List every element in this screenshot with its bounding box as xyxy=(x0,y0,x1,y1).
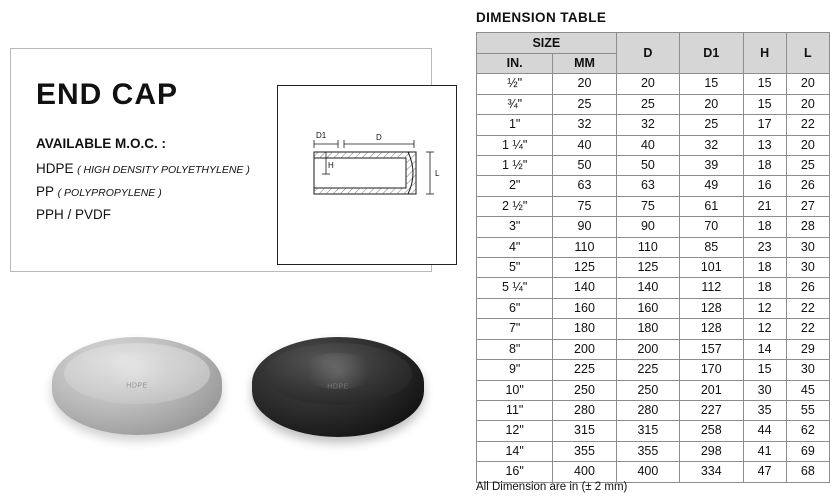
table-cell-d: 200 xyxy=(616,339,679,359)
table-row xyxy=(477,421,830,441)
table-cell-d1: 15 xyxy=(680,74,743,94)
table-cell-h: 47 xyxy=(743,462,786,482)
table-row xyxy=(477,156,830,176)
drawing-label-h: H xyxy=(328,161,334,170)
table-cell-mm: 225 xyxy=(553,360,616,380)
table-cell-h: 21 xyxy=(743,196,786,216)
table-cell-h: 12 xyxy=(743,298,786,318)
table-cell-d1: 170 xyxy=(680,360,743,380)
table-cell-d1: 61 xyxy=(680,196,743,216)
column-header-h: H xyxy=(743,33,786,74)
table-cell-h: 14 xyxy=(743,339,786,359)
table-row xyxy=(477,115,830,135)
table-cell-in: 2" xyxy=(477,176,553,196)
table-cell-in: 16" xyxy=(477,462,553,482)
dimension-table-title: DIMENSION TABLE xyxy=(476,10,607,25)
table-cell-in: 1 ¼" xyxy=(477,135,553,155)
table-cell-mm: 140 xyxy=(553,278,616,298)
table-cell-mm: 315 xyxy=(553,421,616,441)
table-cell-in: 10" xyxy=(477,380,553,400)
table-row xyxy=(477,176,830,196)
table-cell-in: 6" xyxy=(477,298,553,318)
table-cell-d: 140 xyxy=(616,278,679,298)
table-cell-mm: 40 xyxy=(553,135,616,155)
table-cell-h: 15 xyxy=(743,94,786,114)
moc-list xyxy=(36,158,250,227)
table-cell-d: 25 xyxy=(616,94,679,114)
table-cell-h: 35 xyxy=(743,400,786,420)
table-cell-mm: 32 xyxy=(553,115,616,135)
table-cell-d1: 334 xyxy=(680,462,743,482)
table-cell-mm: 125 xyxy=(553,258,616,278)
table-body xyxy=(477,74,830,482)
table-cell-h: 23 xyxy=(743,237,786,257)
table-cell-h: 16 xyxy=(743,176,786,196)
table-cell-d1: 227 xyxy=(680,400,743,420)
table-cell-d: 75 xyxy=(616,196,679,216)
table-cell-l: 30 xyxy=(786,237,829,257)
cap-emboss-text: HDPE xyxy=(327,383,349,391)
table-row xyxy=(477,237,830,257)
table-cell-d: 20 xyxy=(616,74,679,94)
product-photo-black-cap xyxy=(252,337,424,437)
table-row xyxy=(477,339,830,359)
table-row xyxy=(477,74,830,94)
table-row xyxy=(477,196,830,216)
table-cell-d: 125 xyxy=(616,258,679,278)
table-cell-d: 160 xyxy=(616,298,679,318)
table-cell-d1: 20 xyxy=(680,94,743,114)
table-cell-d1: 39 xyxy=(680,156,743,176)
table-cell-h: 13 xyxy=(743,135,786,155)
table-cell-l: 29 xyxy=(786,339,829,359)
table-row xyxy=(477,135,830,155)
product-photo-grey-cap xyxy=(52,337,222,435)
table-header xyxy=(477,33,830,74)
table-cell-d1: 70 xyxy=(680,217,743,237)
material-desc: ( HIGH DENSITY POLYETHYLENE ) xyxy=(77,164,250,176)
table-row xyxy=(477,319,830,339)
table-cell-in: 4" xyxy=(477,237,553,257)
table-cell-in: 8" xyxy=(477,339,553,359)
table-cell-l: 69 xyxy=(786,441,829,461)
list-item xyxy=(36,204,250,227)
table-cell-d1: 128 xyxy=(680,298,743,318)
table-row xyxy=(477,298,830,318)
table-cell-d: 90 xyxy=(616,217,679,237)
table-cell-d1: 32 xyxy=(680,135,743,155)
table-cell-h: 41 xyxy=(743,441,786,461)
table-cell-l: 20 xyxy=(786,74,829,94)
table-cell-in: 5" xyxy=(477,258,553,278)
table-cell-h: 15 xyxy=(743,74,786,94)
table-cell-h: 17 xyxy=(743,115,786,135)
table-cell-d1: 49 xyxy=(680,176,743,196)
table-cell-l: 45 xyxy=(786,380,829,400)
table-row xyxy=(477,380,830,400)
table-cell-d1: 25 xyxy=(680,115,743,135)
table-cell-d: 40 xyxy=(616,135,679,155)
table-cell-h: 18 xyxy=(743,258,786,278)
table-cell-mm: 90 xyxy=(553,217,616,237)
dimension-note: All Dimension are in (± 2 mm) xyxy=(476,481,628,493)
product-photos xyxy=(40,325,440,475)
table-cell-d: 50 xyxy=(616,156,679,176)
table-cell-mm: 200 xyxy=(553,339,616,359)
table-cell-l: 26 xyxy=(786,278,829,298)
table-cell-mm: 110 xyxy=(553,237,616,257)
end-cap-section-drawing xyxy=(278,86,454,262)
table-cell-d: 110 xyxy=(616,237,679,257)
table-cell-l: 20 xyxy=(786,94,829,114)
table-cell-in: 9" xyxy=(477,360,553,380)
technical-drawing xyxy=(277,85,457,265)
table-cell-h: 44 xyxy=(743,421,786,441)
table-cell-l: 22 xyxy=(786,319,829,339)
dimension-table xyxy=(476,32,830,483)
drawing-label-d1: D1 xyxy=(316,131,327,140)
table-cell-in: 14" xyxy=(477,441,553,461)
table-cell-h: 12 xyxy=(743,319,786,339)
table-cell-mm: 160 xyxy=(553,298,616,318)
table-cell-d: 355 xyxy=(616,441,679,461)
table-cell-h: 18 xyxy=(743,156,786,176)
table-cell-mm: 180 xyxy=(553,319,616,339)
column-header-size: SIZE xyxy=(477,33,617,54)
table-cell-mm: 355 xyxy=(553,441,616,461)
column-header-mm: MM xyxy=(553,54,616,74)
table-cell-d1: 85 xyxy=(680,237,743,257)
table-cell-in: 1" xyxy=(477,115,553,135)
table-row xyxy=(477,278,830,298)
table-cell-d: 315 xyxy=(616,421,679,441)
table-cell-d1: 128 xyxy=(680,319,743,339)
table-cell-d1: 101 xyxy=(680,258,743,278)
table-cell-l: 20 xyxy=(786,135,829,155)
table-row xyxy=(477,400,830,420)
list-item xyxy=(36,158,250,181)
table-cell-h: 18 xyxy=(743,278,786,298)
table-header-row-1 xyxy=(477,33,830,54)
table-cell-mm: 75 xyxy=(553,196,616,216)
table-cell-mm: 20 xyxy=(553,74,616,94)
table-cell-d: 400 xyxy=(616,462,679,482)
table-row xyxy=(477,94,830,114)
column-header-in: IN. xyxy=(477,54,553,74)
table-cell-mm: 250 xyxy=(553,380,616,400)
list-item xyxy=(36,181,250,204)
table-cell-d: 63 xyxy=(616,176,679,196)
table-cell-in: 7" xyxy=(477,319,553,339)
drawing-label-d: D xyxy=(376,133,382,142)
table-cell-in: ¾" xyxy=(477,94,553,114)
table-cell-d: 250 xyxy=(616,380,679,400)
cap-emboss-text: HDPE xyxy=(126,382,148,390)
column-header-d1: D1 xyxy=(680,33,743,74)
table-cell-d1: 112 xyxy=(680,278,743,298)
table-cell-l: 25 xyxy=(786,156,829,176)
table-cell-in: 2 ½" xyxy=(477,196,553,216)
table-cell-mm: 63 xyxy=(553,176,616,196)
table-cell-in: 3" xyxy=(477,217,553,237)
column-header-l: L xyxy=(786,33,829,74)
drawing-label-l: L xyxy=(435,169,440,178)
table-cell-h: 15 xyxy=(743,360,786,380)
table-cell-l: 22 xyxy=(786,298,829,318)
table-cell-d: 32 xyxy=(616,115,679,135)
column-header-d: D xyxy=(616,33,679,74)
table-cell-in: 1 ½" xyxy=(477,156,553,176)
table-cell-d: 180 xyxy=(616,319,679,339)
table-cell-h: 18 xyxy=(743,217,786,237)
table-cell-d: 280 xyxy=(616,400,679,420)
table-cell-l: 30 xyxy=(786,258,829,278)
material-desc: ( POLYPROPYLENE ) xyxy=(57,187,162,199)
moc-heading: AVAILABLE M.O.C. : xyxy=(36,136,166,151)
table-cell-l: 55 xyxy=(786,400,829,420)
material-name: PPH / PVDF xyxy=(36,207,112,222)
table-cell-d1: 258 xyxy=(680,421,743,441)
table-cell-l: 27 xyxy=(786,196,829,216)
material-name: PP xyxy=(36,184,55,199)
table-cell-in: 11" xyxy=(477,400,553,420)
table-cell-in: 12" xyxy=(477,421,553,441)
table-cell-l: 62 xyxy=(786,421,829,441)
table-cell-h: 30 xyxy=(743,380,786,400)
table-cell-mm: 400 xyxy=(553,462,616,482)
table-cell-mm: 50 xyxy=(553,156,616,176)
table-cell-l: 26 xyxy=(786,176,829,196)
table-cell-d: 225 xyxy=(616,360,679,380)
dimension-panel xyxy=(472,0,835,499)
table-cell-l: 30 xyxy=(786,360,829,380)
material-name: HDPE xyxy=(36,161,74,176)
table-cell-mm: 25 xyxy=(553,94,616,114)
table-cell-d1: 201 xyxy=(680,380,743,400)
table-row xyxy=(477,441,830,461)
table-cell-l: 22 xyxy=(786,115,829,135)
page-title: END CAP xyxy=(36,78,179,111)
table-cell-in: 5 ¼" xyxy=(477,278,553,298)
table-cell-in: ½" xyxy=(477,74,553,94)
table-row xyxy=(477,462,830,482)
table-row xyxy=(477,360,830,380)
table-cell-l: 68 xyxy=(786,462,829,482)
table-cell-d1: 298 xyxy=(680,441,743,461)
table-cell-d1: 157 xyxy=(680,339,743,359)
table-cell-mm: 280 xyxy=(553,400,616,420)
table-cell-l: 28 xyxy=(786,217,829,237)
table-row xyxy=(477,258,830,278)
table-row xyxy=(477,217,830,237)
